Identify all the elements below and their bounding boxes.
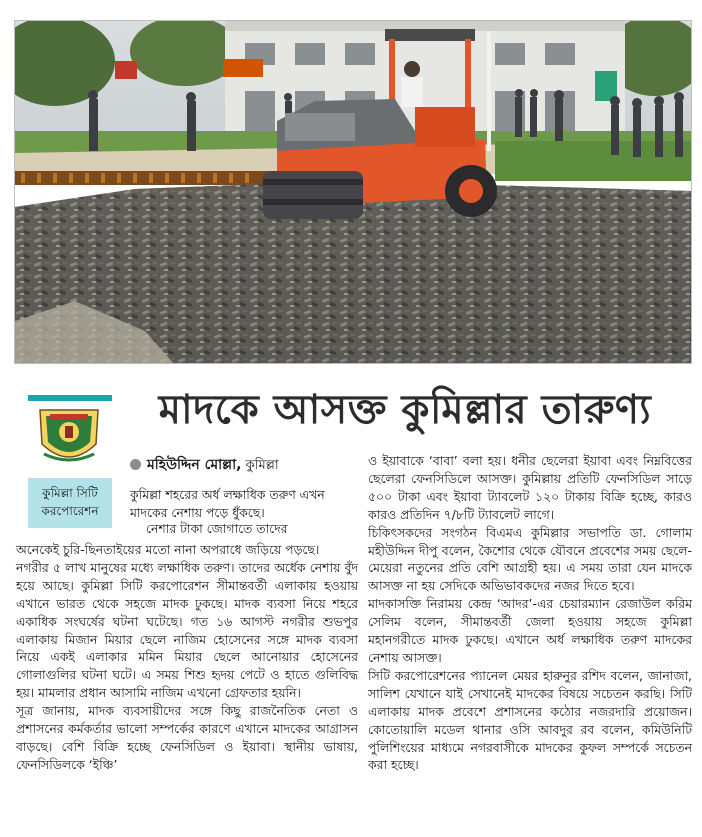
body-paragraph: ও ইয়াবাকে ‘বাবা’ বলা হয়। ধনীর ছেলেরা ইয়াবা এবং নিম্নবিত্তের ছেলেরা ফেনসিডিলে আসক্ত। কুমিল্লায় প্রতিটি ফেনসিডিল সাড়ে ৫০০ টাকা এবং ইয়াবা ট্যাবলেট ১২০ টাকায় বিক্রি হচ্ছে, কারও কারও প্রতিদিন ৭/৮টি ট্যাবলেট লাগে। <box>368 453 692 522</box>
article-column-right <box>368 452 692 774</box>
body-paragraph: সিটি করপোরেশনের প্যানেল মেয়র হারুনুর রশিদ বলেন, জানাজা, সালিশ যেখানে যাই সেখানেই মাদকের বিষয়ে সচেতন করছি। সিটি এলাকায় মাদক প্রবেশে প্রশাসনের কঠোর নজরদারি প্রয়োজন। কোতোয়ালি মডেল থানার ওসি আবদুর রব বলেন, কমিউনিটি পুলিশিংয়ের মাধ্যমে নগরবাসীকে মাদকের কুফল সম্পর্কে সচেতন করা হচ্ছে। <box>368 667 692 773</box>
article-lead-tail: নেশার টাকা জোগাতে তাদের <box>146 521 288 536</box>
logo-caption <box>28 478 112 528</box>
roller-crushing-bottles-image <box>15 21 692 364</box>
city-corporation-seal-icon <box>36 404 102 472</box>
body-paragraph: সূত্র জানায়, মাদক ব্যবসায়ীদের সঙ্গে কিছু রাজনৈতিক নেতা ও প্রশাসনের কর্মকর্তার ভালো সম্পর্কের কারণে এখানে মাদকের আগ্রাসন বাড়ছে। বেশি বিক্রি হচ্ছে ফেনসিডিল ও ইয়াবা। স্থানীয় ভাষায়, ফেনসিডিলকে ‘ইঞ্চি’ <box>16 703 358 772</box>
article-column-left <box>16 541 358 774</box>
news-photo <box>14 20 692 364</box>
body-paragraph: চিকিৎসকদের সংগঠন বিএমএ কুমিল্লার সভাপতি ডা. গোলাম মহীউদ্দিন দীপু বলেন, কৈশোর থেকে যৌবনে প্রবেশের সময় ছেলে-মেয়েরা নতুনের প্রতি বেশি আগ্রহী হয়। এ সময় তারা যেন মাদকে আসক্ত না হয় সেদিকে অভিভাবকদের নজর দিতে হবে। <box>368 524 692 594</box>
logo-caption-line2: করপোরেশন <box>41 504 99 518</box>
article-headline: মাদকে আসক্ত কুমিল্লার তারুণ্য <box>158 387 652 433</box>
body-paragraph: অনেকেই চুরি-ছিনতাইয়ের মতো নানা অপরাধে জড়িয়ে পড়ছে। <box>16 542 320 557</box>
byline-location: কুমিল্লা <box>245 458 279 473</box>
logo-caption-line1: কুমিল্লা সিটি <box>42 486 98 500</box>
byline-author: মহিউদ্দিন মোল্লা, <box>147 457 242 473</box>
byline-bullet-icon <box>130 459 141 470</box>
body-paragraph: মাদকাসক্তি নিরাময় কেন্দ্র ‘আদর’-এর চেয়ারম্যান রেজাউল করিম সেলিম বলেন, সীমান্তবর্তী জেলা হওয়ায় সহজে কুমিল্লা মহানগরীতে মাদক ঢুকছে। এখানে অর্ধ লক্ষাধিক তরুণ মাদকের নেশায় আসক্ত। <box>368 596 692 665</box>
byline <box>130 454 279 476</box>
article-lead: কুমিল্লা শহরের অর্ধ লক্ষাধিক তরুণ এখন মাদকের নেশায় পড়ে ধুঁকছে। <box>130 487 325 520</box>
body-paragraph: নগরীর ৫ লাখ মানুষের মধ্যে লক্ষাধিক তরুণ। তাদের অর্ধেক নেশায় বুঁদ হয়ে আছে। কুমিল্লা সিটি করপোরেশন সীমান্তবর্তী এলাকায় হওয়ায় এখানে ভারত থেকে সহজে মাদক ঢুকছে। মাদক ব্যবসা নিয়ে শহরে একাধিক সংঘর্ষের ঘটনা ঘটেছে। গত ১৬ আগস্ট নগরীর শুভপুর এলাকায় মিজান মিয়ার ছেলে নাজিম হোসেনের সঙ্গে মাদক ব্যবসা নিয়ে একই এলাকার মমিন মিয়ার ছেলে আনোয়ার হোসেনের গোলাগুলির ঘটনা ঘটে। এ সময় শিশু হৃদয় পেটে ও হাতে গুলিবিদ্ধ হয়। মামলার প্রধান আসামি নাজিম এখনো গ্রেফতার হয়নি। <box>16 559 358 701</box>
logo-accent-bar <box>28 395 112 401</box>
